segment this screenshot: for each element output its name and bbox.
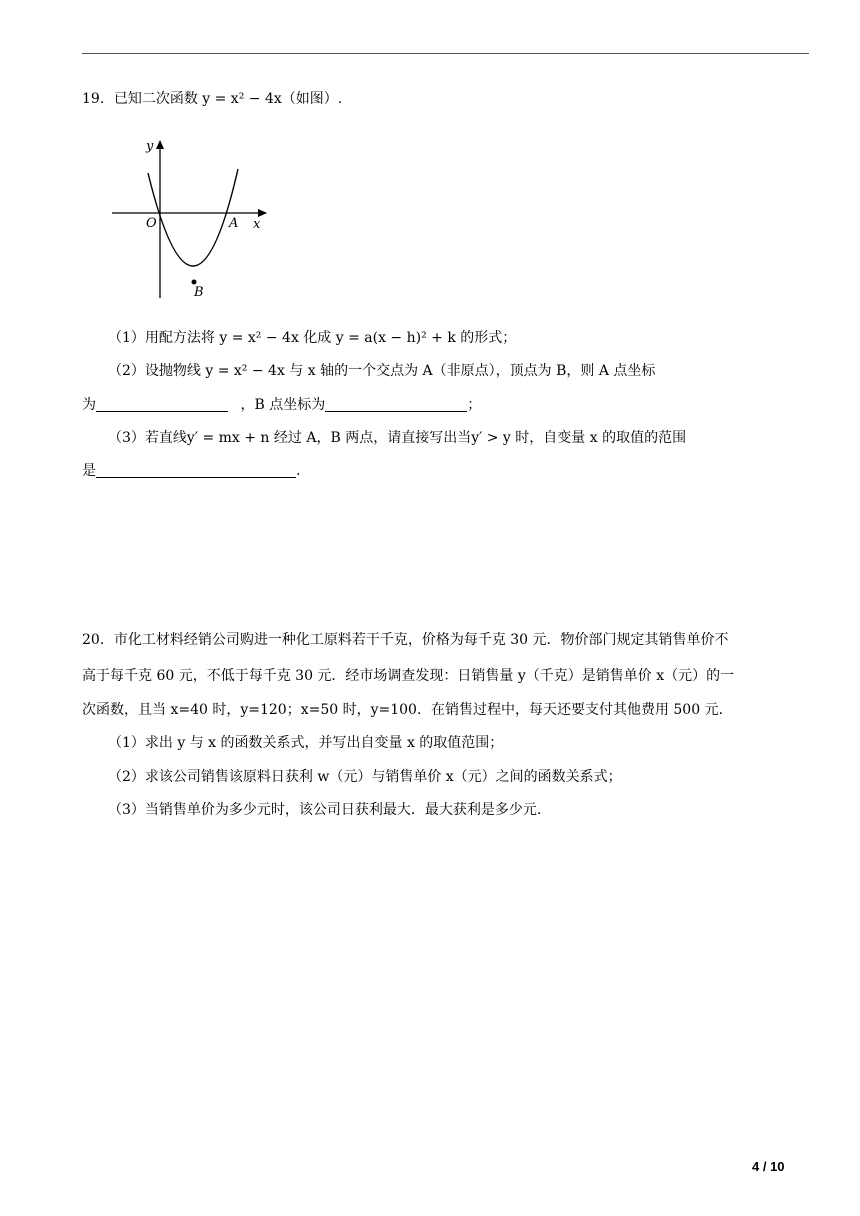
q19-part3-end: .	[296, 463, 301, 479]
q19-part2-a-prefix: 为	[82, 397, 96, 413]
x-axis-label: x	[253, 217, 261, 232]
q19-part2-end: ；	[467, 397, 482, 413]
q19-part2-b-prefix: ，B 点坐标为	[240, 397, 326, 413]
answer-blank-a[interactable]	[96, 397, 228, 412]
q19-part3-prefix: 是	[82, 463, 96, 479]
q20-part1: （1）求出 y 与 x 的函数关系式，并写出自变量 x 的取值范围；	[108, 735, 504, 751]
answer-blank-range[interactable]	[96, 463, 296, 478]
q19-part2-line2	[82, 395, 481, 415]
q19-part3-line2	[82, 461, 300, 481]
header-rule	[82, 53, 809, 54]
answer-blank-b[interactable]	[325, 397, 467, 412]
q19-part3-line1: （3）若直线y′ = mx + n 经过 A，B 两点，请直接写出当y′ > y 时，自变量 x 的取值的范围	[108, 430, 687, 446]
q20-part3: （3）当销售单价为多少元时，该公司日获利最大．最大获利是多少元.	[108, 802, 542, 818]
q19-part1: （1）用配方法将 y = x² − 4x 化成 y = a(x − h)² + k 的形式；	[108, 330, 517, 346]
point-b-label: B	[194, 285, 204, 300]
point-a-label: A	[229, 216, 239, 231]
origin-label: O	[146, 216, 157, 231]
parabola-curve	[148, 169, 238, 266]
parabola-figure	[108, 133, 273, 301]
q19-part2-line1: （2）设抛物线 y = x² − 4x 与 x 轴的一个交点为 A（非原点），顶点为 B，则 A 点坐标	[108, 363, 656, 379]
q20-stem-line1: 20．市化工材料经销公司购进一种化工原料若干千克，价格为每千克 30 元．物价部门规定其销售单价不	[82, 632, 729, 648]
page-number: 4 / 10	[752, 1159, 785, 1174]
q20-stem-line3: 次函数，且当 x=40 时，y=120；x=50 时，y=100．在销售过程中，每天还要支付其他费用 500 元．	[82, 702, 733, 718]
q19-stem: 19．已知二次函数 y = x² − 4x（如图）.	[82, 91, 343, 107]
vertex-point	[192, 280, 197, 285]
q20-part2: （2）求该公司销售该原料日获利 w（元）与销售单价 x（元）之间的函数关系式；	[108, 769, 622, 785]
y-axis-label: y	[146, 139, 154, 154]
q20-stem-line2: 高于每千克 60 元，不低于每千克 30 元．经市场调查发现：日销售量 y（千克）是销售单价 x（元）的一	[82, 668, 735, 684]
